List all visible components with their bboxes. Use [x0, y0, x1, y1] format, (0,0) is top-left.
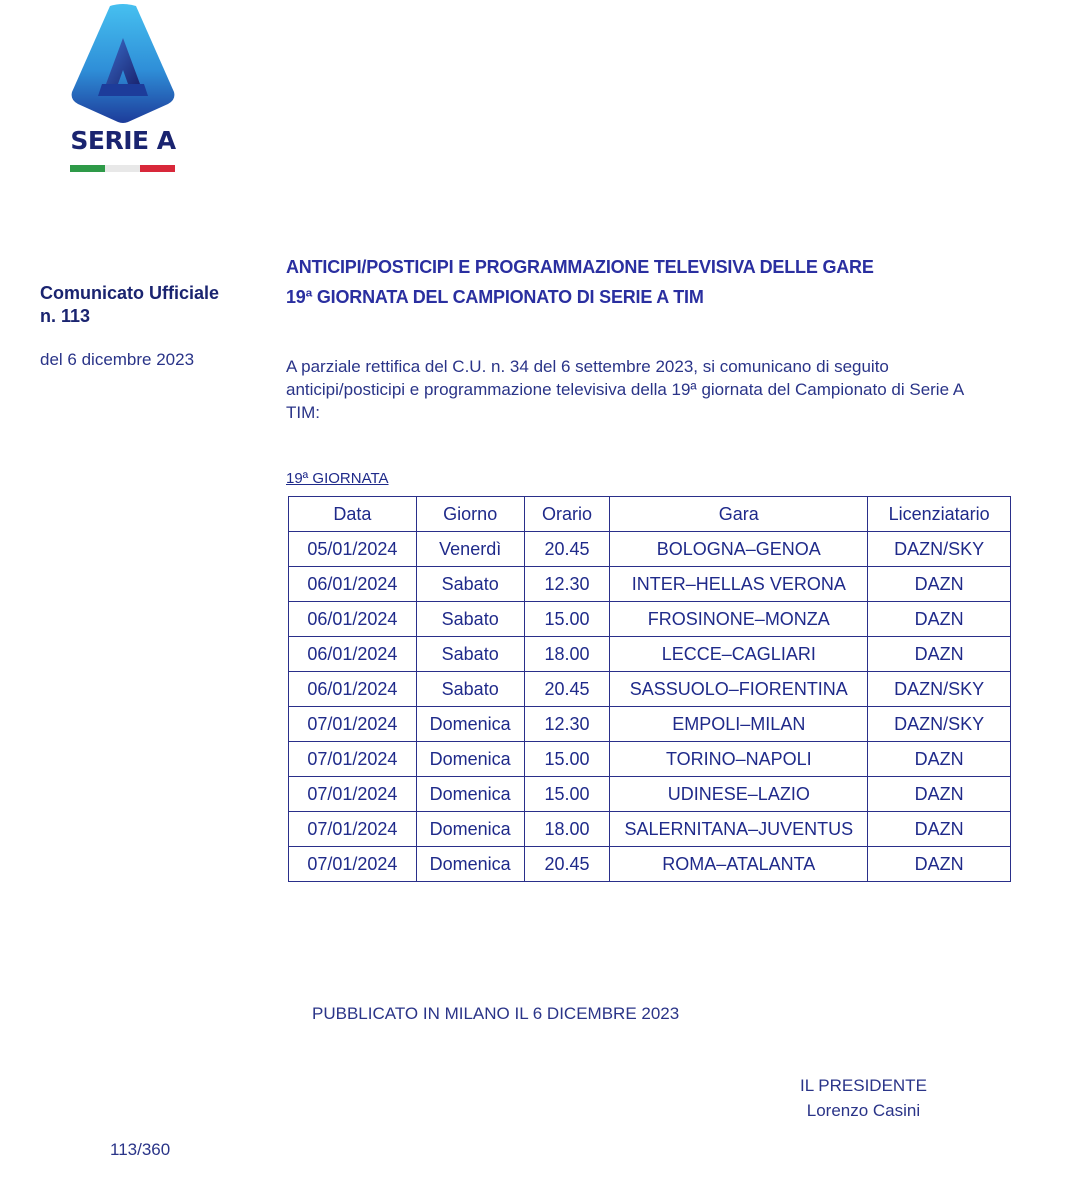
cell-orario: 12.30 — [524, 707, 610, 742]
cell-gara: INTER–HELLAS VERONA — [610, 567, 868, 602]
table-row — [289, 637, 1011, 672]
comunicato-number: n. 113 — [40, 306, 91, 326]
cell-data: 06/01/2024 — [289, 602, 417, 637]
cell-data: 06/01/2024 — [289, 567, 417, 602]
cell-data: 07/01/2024 — [289, 742, 417, 777]
cell-giorno: Domenica — [416, 847, 524, 882]
cell-licenziatario: DAZN/SKY — [868, 672, 1011, 707]
signature-title: IL PRESIDENTE — [800, 1076, 927, 1095]
serie-a-shield-icon — [66, 4, 180, 124]
signature-block — [800, 1073, 927, 1123]
cell-licenziatario: DAZN/SKY — [868, 707, 1011, 742]
cell-gara: SALERNITANA–JUVENTUS — [610, 812, 868, 847]
cell-data: 05/01/2024 — [289, 532, 417, 567]
cell-gara: FROSINONE–MONZA — [610, 602, 868, 637]
table-row — [289, 707, 1011, 742]
table-row — [289, 567, 1011, 602]
cell-data: 07/01/2024 — [289, 707, 417, 742]
cell-licenziatario: DAZN — [868, 847, 1011, 882]
cell-gara: SASSUOLO–FIORENTINA — [610, 672, 868, 707]
cell-licenziatario: DAZN — [868, 742, 1011, 777]
italian-flag-stripe — [70, 165, 175, 172]
published-statement: PUBBLICATO IN MILANO IL 6 DICEMBRE 2023 — [312, 1004, 680, 1023]
cell-gara: LECCE–CAGLIARI — [610, 637, 868, 672]
header-orario: Orario — [524, 497, 610, 532]
document-subtitle: 19ª GIORNATA DEL CAMPIONATO DI SERIE A TIM — [286, 287, 704, 307]
cell-gara: TORINO–NAPOLI — [610, 742, 868, 777]
document-title: ANTICIPI/POSTICIPI E PROGRAMMAZIONE TELEVISIVA DELLE GARE — [286, 257, 874, 277]
cell-licenziatario: DAZN/SKY — [868, 532, 1011, 567]
cell-licenziatario: DAZN — [868, 602, 1011, 637]
table-header-row — [289, 497, 1011, 532]
cell-orario: 20.45 — [524, 847, 610, 882]
header-data: Data — [289, 497, 417, 532]
cell-giorno: Domenica — [416, 707, 524, 742]
cell-orario: 15.00 — [524, 777, 610, 812]
cell-gara: BOLOGNA–GENOA — [610, 532, 868, 567]
cell-licenziatario: DAZN — [868, 777, 1011, 812]
cell-orario: 20.45 — [524, 672, 610, 707]
cell-orario: 15.00 — [524, 602, 610, 637]
cell-licenziatario: DAZN — [868, 637, 1011, 672]
header-giorno: Giorno — [416, 497, 524, 532]
table-row — [289, 812, 1011, 847]
cell-orario: 15.00 — [524, 742, 610, 777]
table-row — [289, 672, 1011, 707]
signature-name: Lorenzo Casini — [806, 1101, 921, 1120]
cell-orario: 20.45 — [524, 532, 610, 567]
cell-giorno: Venerdì — [416, 532, 524, 567]
cell-data: 06/01/2024 — [289, 672, 417, 707]
header-licenziatario: Licenziatario — [868, 497, 1011, 532]
page-number: 113/360 — [110, 1140, 171, 1159]
cell-orario: 12.30 — [524, 567, 610, 602]
header-gara: Gara — [610, 497, 868, 532]
cell-giorno: Sabato — [416, 602, 524, 637]
cell-data: 07/01/2024 — [289, 847, 417, 882]
cell-licenziatario: DAZN — [868, 812, 1011, 847]
table-row — [289, 602, 1011, 637]
comunicato-ufficiale — [40, 282, 250, 328]
cell-data: 07/01/2024 — [289, 812, 417, 847]
table-row — [289, 777, 1011, 812]
cell-gara: ROMA–ATALANTA — [610, 847, 868, 882]
table-row — [289, 742, 1011, 777]
table-row — [289, 532, 1011, 567]
comunicato-title: Comunicato Ufficiale — [40, 283, 220, 303]
giornata-label: 19ª GIORNATA — [286, 470, 389, 487]
cell-data: 07/01/2024 — [289, 777, 417, 812]
cell-gara: UDINESE–LAZIO — [610, 777, 868, 812]
cell-giorno: Domenica — [416, 812, 524, 847]
cell-data: 06/01/2024 — [289, 637, 417, 672]
schedule-table — [288, 496, 1011, 882]
cell-giorno: Sabato — [416, 672, 524, 707]
cell-giorno: Sabato — [416, 637, 524, 672]
cell-giorno: Domenica — [416, 742, 524, 777]
cell-licenziatario: DAZN — [868, 567, 1011, 602]
cell-orario: 18.00 — [524, 812, 610, 847]
cell-gara: EMPOLI–MILAN — [610, 707, 868, 742]
cell-giorno: Domenica — [416, 777, 524, 812]
cell-orario: 18.00 — [524, 637, 610, 672]
comunicato-date: del 6 dicembre 2023 — [40, 350, 195, 369]
cell-giorno: Sabato — [416, 567, 524, 602]
logo-wordmark: SERIE A — [70, 126, 176, 155]
table-row — [289, 847, 1011, 882]
intro-paragraph: A parziale rettifica del C.U. n. 34 del 6 settembre 2023, si comunicano di seguito anticipi/posticipi e programmazione televisiva della 19ª giornata del Campionato di Serie A TIM: — [286, 357, 964, 422]
serie-a-logo — [66, 4, 180, 176]
